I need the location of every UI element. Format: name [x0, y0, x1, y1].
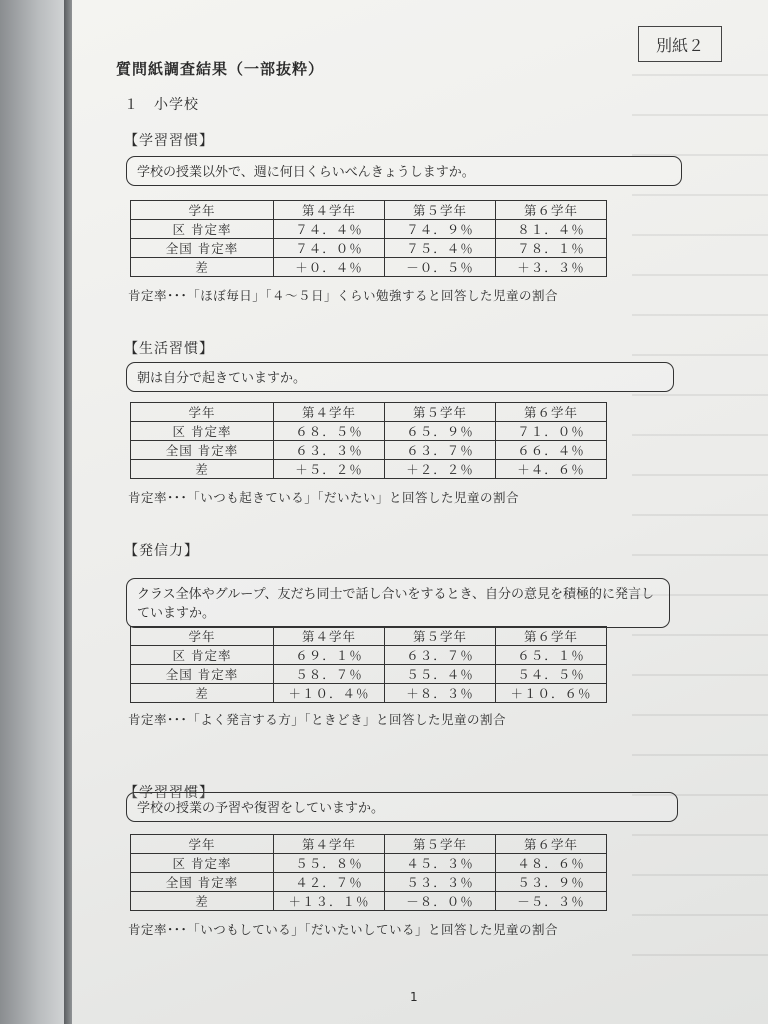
table-row: [131, 665, 607, 684]
table-header-cell: 第６学年: [496, 627, 607, 646]
question-box: 学校の授業の予習や復習をしていますか。: [126, 792, 678, 822]
table-header-cell: 第５学年: [385, 201, 496, 220]
table-header-row: [131, 835, 607, 854]
table-header-cell: 第６学年: [496, 201, 607, 220]
table-cell: ＋３．３％: [496, 258, 607, 277]
table-cell: ５４．５％: [496, 665, 607, 684]
table-cell: ４２．７％: [274, 873, 385, 892]
table-cell: ＋１３．１％: [274, 892, 385, 911]
table-cell: ４５．３％: [385, 854, 496, 873]
section-heading: １ 小学校: [124, 97, 199, 113]
table-cell: ７８．１％: [496, 239, 607, 258]
table-cell: ＋１０．４％: [274, 684, 385, 703]
table-row-label: 区 肯定率: [131, 422, 274, 441]
table-row-label: 差: [131, 460, 274, 479]
table-cell: ７１．０％: [496, 422, 607, 441]
block-category: 【生活習慣】: [124, 341, 214, 357]
table-cell: ６３．７％: [385, 441, 496, 460]
table-header-cell: 第６学年: [496, 835, 607, 854]
table-header-cell: 第４学年: [274, 403, 385, 422]
table-row-label: 区 肯定率: [131, 854, 274, 873]
table-cell: ８１．４％: [496, 220, 607, 239]
footnote: 肯定率･･･「ほぼ毎日」「４～５日」くらい勉強すると回答した児童の割合: [128, 288, 559, 303]
table-header-row: [131, 403, 607, 422]
table-row-label: 差: [131, 892, 274, 911]
table-header-row: [131, 627, 607, 646]
table-cell: ＋４．６％: [496, 460, 607, 479]
table-row: [131, 873, 607, 892]
table-row-label: 全国 肯定率: [131, 665, 274, 684]
table-row: [131, 441, 607, 460]
table-cell: ６３．３％: [274, 441, 385, 460]
table-row: [131, 892, 607, 911]
table-row: [131, 422, 607, 441]
table-cell: ７５．４％: [385, 239, 496, 258]
block-category: 【発信力】: [124, 543, 199, 559]
table-cell: ＋１０．６％: [496, 684, 607, 703]
table-row: [131, 854, 607, 873]
table-cell: －８．０％: [385, 892, 496, 911]
table-cell: ６５．９％: [385, 422, 496, 441]
table-row: [131, 460, 607, 479]
table-cell: ５３．３％: [385, 873, 496, 892]
table-row: [131, 220, 607, 239]
adjacent-page: [0, 0, 70, 1024]
block-category: 【学習習慣】: [124, 785, 214, 801]
question-box: 朝は自分で起きていますか。: [126, 362, 674, 392]
table-cell: ７４．０％: [274, 239, 385, 258]
result-table: [130, 626, 607, 703]
table-row-label: 差: [131, 684, 274, 703]
table-header-cell: 第６学年: [496, 403, 607, 422]
table-cell: ６９．１％: [274, 646, 385, 665]
table-cell: ５５．８％: [274, 854, 385, 873]
table-header-cell: 学年: [131, 403, 274, 422]
table-cell: －０．５％: [385, 258, 496, 277]
table-row-label: 差: [131, 258, 274, 277]
table-header-cell: 学年: [131, 201, 274, 220]
table-row-label: 全国 肯定率: [131, 441, 274, 460]
question-box: クラス全体やグループ、友だち同士で話し合いをするとき、自分の意見を積極的に発言していますか。: [126, 578, 670, 628]
table-header-row: [131, 201, 607, 220]
table-header-cell: 学年: [131, 627, 274, 646]
table-cell: ５８．７％: [274, 665, 385, 684]
table-header-cell: 学年: [131, 835, 274, 854]
table-row: [131, 646, 607, 665]
table-cell: ７４．４％: [274, 220, 385, 239]
table-cell: ６５．１％: [496, 646, 607, 665]
result-table: [130, 834, 607, 911]
table-header-cell: 第４学年: [274, 835, 385, 854]
table-cell: ７４．９％: [385, 220, 496, 239]
table-row-label: 全国 肯定率: [131, 873, 274, 892]
appendix-label: 別紙２: [638, 26, 722, 62]
table-header-cell: 第５学年: [385, 835, 496, 854]
result-table: [130, 200, 607, 277]
table-cell: ６６．４％: [496, 441, 607, 460]
table-cell: ＋２．２％: [385, 460, 496, 479]
page-number: 1: [410, 990, 418, 1004]
footnote: 肯定率･･･「いつも起きている」「だいたい」と回答した児童の割合: [128, 490, 520, 505]
table-row: [131, 258, 607, 277]
bleed-through-text: [632, 60, 768, 960]
table-cell: ＋５．２％: [274, 460, 385, 479]
table-row: [131, 684, 607, 703]
table-cell: ５３．９％: [496, 873, 607, 892]
table-cell: ６３．７％: [385, 646, 496, 665]
table-header-cell: 第４学年: [274, 201, 385, 220]
table-cell: ６８．５％: [274, 422, 385, 441]
table-row-label: 区 肯定率: [131, 220, 274, 239]
table-cell: ＋８．３％: [385, 684, 496, 703]
footnote: 肯定率･･･「いつもしている」「だいたいしている」と回答した児童の割合: [128, 922, 559, 937]
question-box: 学校の授業以外で、週に何日くらいべんきょうしますか。: [126, 156, 682, 186]
table-cell: ＋０．４％: [274, 258, 385, 277]
table-row-label: 全国 肯定率: [131, 239, 274, 258]
table-row: [131, 239, 607, 258]
table-header-cell: 第５学年: [385, 627, 496, 646]
table-header-cell: 第５学年: [385, 403, 496, 422]
footnote: 肯定率･･･「よく発言する方」「ときどき」と回答した児童の割合: [128, 712, 507, 727]
table-header-cell: 第４学年: [274, 627, 385, 646]
document-page: [72, 0, 768, 1024]
result-table: [130, 402, 607, 479]
table-cell: －５．３％: [496, 892, 607, 911]
table-cell: ４８．６％: [496, 854, 607, 873]
document-title: 質問紙調査結果（一部抜粋）: [116, 60, 325, 78]
table-row-label: 区 肯定率: [131, 646, 274, 665]
table-cell: ５５．４％: [385, 665, 496, 684]
block-category: 【学習習慣】: [124, 133, 214, 149]
